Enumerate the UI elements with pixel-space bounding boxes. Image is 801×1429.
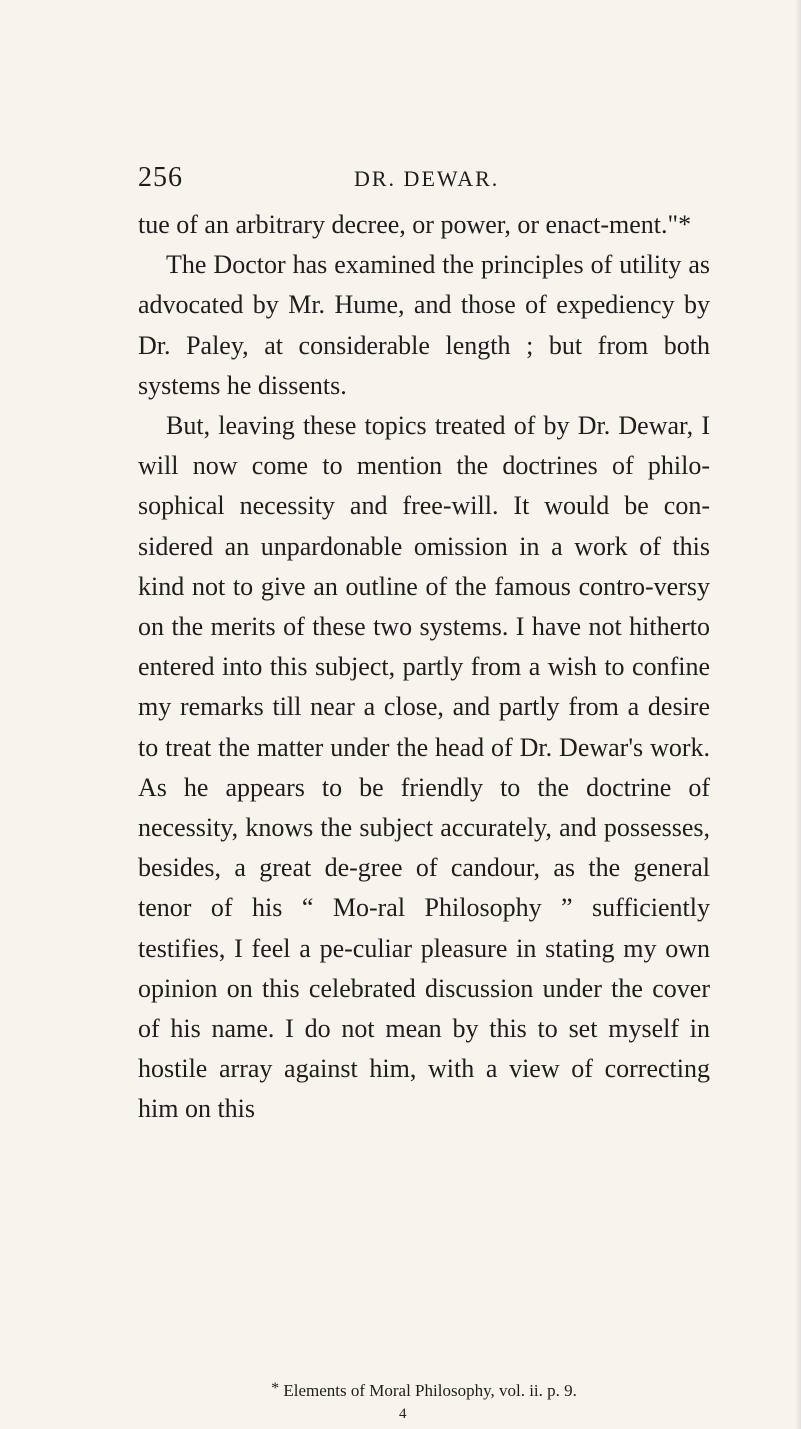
footnote-mark: * bbox=[271, 1380, 280, 1397]
paragraph-continued: tue of an arbitrary decree, or power, or enact-ment."* bbox=[138, 210, 692, 239]
page-number: 256 bbox=[138, 162, 183, 193]
paragraph-utility: The Doctor has examined the principles of utility as advocated by Mr. Hume, and those of expediency by Dr. Paley, at considerable length ; but from both systems he dissents. bbox=[138, 250, 710, 400]
paragraph-necessity: But, leaving these topics treated of by Dr. Dewar, I will now come to mention the doctrines of philo-sophical necessity and free-will. It would be con-sidered an unpardonable omission in a work of this kind not to give an outline of the famous contro-versy on the merits of these two systems. I have not hitherto entered into this subject, partly from a wish to confine my remarks till near a close, and partly from a desire to treat the matter under the head of Dr. Dewar's work. As he appears to be friendly to the doctrine of necessity, knows the subject accurately, and possesses, besides, a great de-gree of candour, as the general tenor of his “ Mo-ral Philosophy ” sufficiently testifies, I feel a pe-culiar pleasure in stating my own opinion on this celebrated discussion under the cover of his name. I do not mean by this to set myself in hostile array against him, with a view of correcting him on this bbox=[138, 411, 710, 1124]
page-edge-shadow bbox=[795, 0, 801, 1429]
body-text bbox=[138, 205, 710, 1130]
running-head: DR. DEWAR. bbox=[354, 166, 500, 191]
footnote-text: Elements of Moral Philosophy, vol. ii. p. 9. bbox=[283, 1381, 577, 1400]
signature-mark: 4 bbox=[399, 1406, 407, 1422]
footnote bbox=[138, 1380, 710, 1401]
page-header bbox=[138, 162, 708, 196]
